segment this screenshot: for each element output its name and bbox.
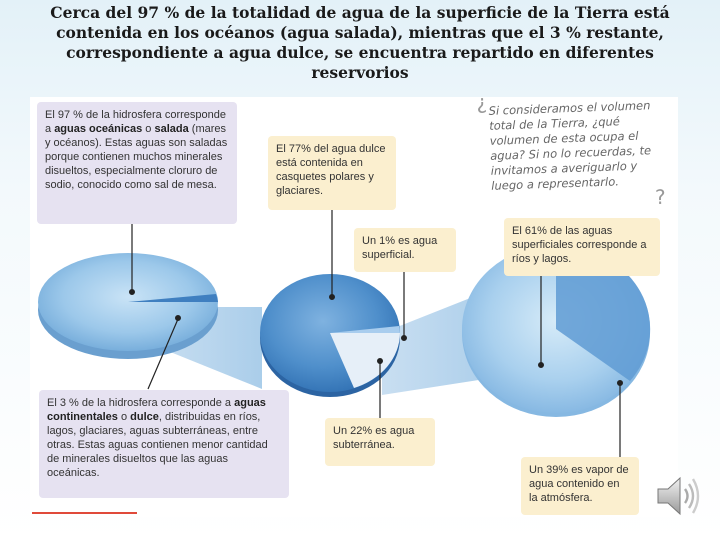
surface-water-box: Un 1% es agua superficial. bbox=[354, 228, 456, 272]
continental-box-bold-2: dulce bbox=[130, 411, 159, 423]
question-note bbox=[474, 89, 668, 210]
groundwater-box: Un 22% es agua subterránea. bbox=[325, 418, 435, 466]
continental-box-text-2: o bbox=[117, 411, 131, 423]
question-mark-close: ? bbox=[654, 184, 667, 210]
rivers-lakes-box: El 61% de las aguas superficiales corresponde a ríos y lagos. bbox=[504, 218, 660, 276]
ocean-box-text-1: El 97 % de la hidrosfera corresponde a bbox=[45, 109, 226, 135]
question-text: Si consideramos el volumen total de la Tierra, ¿qué volumen de esta ocupa el agua? Si no lo recuerdas, te invitamos a averiguarlo y luego a representarlo. bbox=[488, 98, 652, 193]
vapor-box: Un 39% es vapor de agua contenido en la atmósfera. bbox=[521, 457, 639, 515]
speaker-icon[interactable] bbox=[652, 473, 704, 519]
ocean-box-bold-2: salada bbox=[154, 123, 189, 135]
slide-title: Cerca del 97 % de la totalidad de agua de la superficie de la Tierra está contenida en los océanos (agua salada), mientras que el 3 % restante, correspondiente a agua dulce, se encuentra repartido en diferentes reservorios bbox=[50, 3, 670, 82]
footer-accent-line bbox=[32, 512, 137, 514]
ice-water-box: El 77% del agua dulce está contenida en casquetes polares y glaciares. bbox=[268, 136, 396, 210]
ocean-box-bold-1: aguas oceánicas bbox=[54, 123, 143, 135]
continental-box-bold-1: aguas continentales bbox=[47, 397, 266, 423]
ocean-water-box bbox=[37, 102, 237, 224]
ocean-box-text-3: (mares y océanos). Estas aguas son saladas porque contienen muchos minerales disueltos, especialmente cloruro de sodio, conocido como sal de mesa. bbox=[45, 123, 228, 191]
continental-water-box bbox=[39, 390, 289, 498]
continental-box-text-1: El 3 % de la hidrosfera corresponde a bbox=[47, 397, 235, 409]
ocean-box-text-2: o bbox=[142, 123, 155, 135]
question-mark-open: ¿ bbox=[475, 89, 488, 115]
continental-box-text-3: , distribuidas en ríos, lagos, glaciares, aguas subterráneas, entre otras. Estas aguas contienen menor cantidad de minerales disueltos que las aguas oceánicas. bbox=[47, 411, 268, 479]
